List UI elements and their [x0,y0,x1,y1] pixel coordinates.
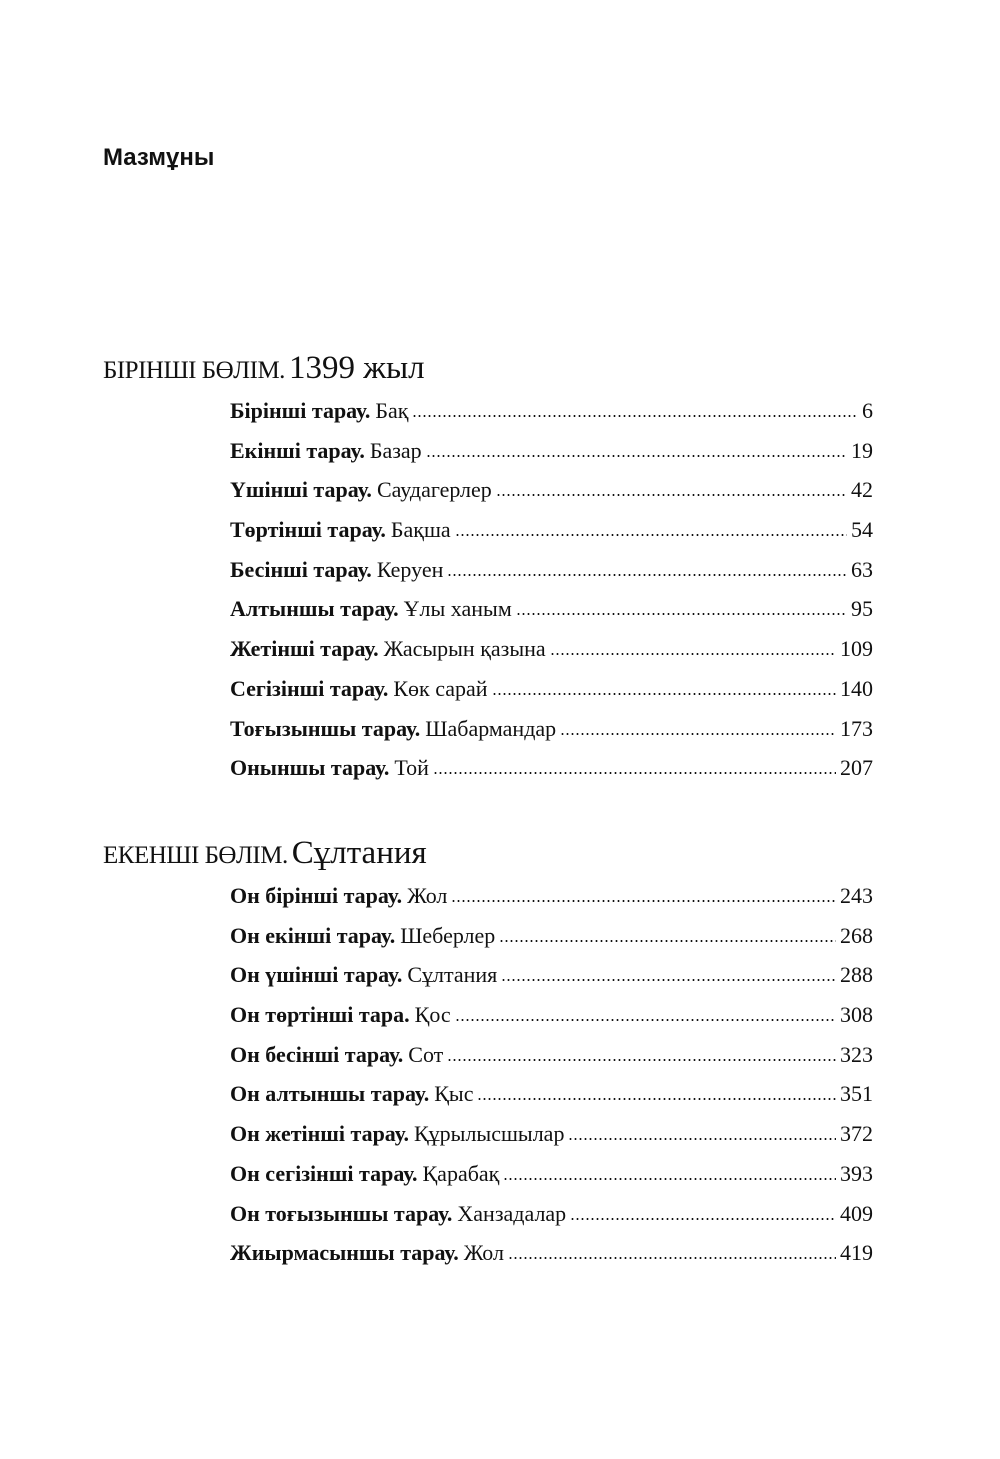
chapter-number: Он сегізінші тарау. [230,1160,418,1186]
toc-entry[interactable] [230,1074,873,1114]
page-number: 54 [851,517,873,543]
chapter-number: Төртінші тарау. [230,517,386,543]
dot-leader [447,1058,836,1062]
chapter-title: Қос [414,1002,451,1028]
page-number: 288 [840,962,873,988]
page-title: Мазмұны [103,144,215,171]
dot-leader [455,1018,836,1022]
chapter-number: Үшінші тарау. [230,477,372,503]
toc-entry[interactable] [230,391,873,431]
chapter-number: Он бесінші тарау. [230,1041,404,1067]
chapter-title: Сот [408,1041,444,1067]
page-number: 419 [840,1240,873,1266]
dot-leader [508,1256,836,1260]
toc-entry[interactable] [230,1233,873,1273]
toc-entry[interactable] [230,550,873,590]
chapter-title: Бақ [375,398,409,423]
dot-leader [560,732,836,736]
section-heading [103,345,883,391]
chapter-number: Алтыншы тарау. [230,596,399,622]
chapter-title: Ұлы ханым [403,596,512,622]
chapter-number: Бесінші тарау. [230,556,372,582]
page-number: 95 [851,596,873,622]
toc-entry[interactable] [230,510,873,550]
chapter-title: Керуен [376,556,444,582]
page-number: 63 [851,556,873,582]
dot-leader [492,692,836,696]
page-number: 207 [840,755,873,781]
chapter-title: Жол [407,883,448,908]
dot-leader [516,612,847,616]
toc-entry[interactable] [230,876,873,916]
chapter-title: Қарабақ [422,1160,500,1186]
dot-leader [412,414,858,418]
page-number: 42 [851,477,873,503]
dot-leader [477,1097,836,1101]
toc-entry[interactable] [230,629,873,669]
chapter-number: Он үшінші тарау. [230,962,403,988]
dot-leader [503,1177,836,1181]
page-number: 393 [840,1160,873,1186]
dot-leader [447,573,847,577]
section-name: 1399 жыл [288,350,425,386]
dot-leader [496,493,847,497]
chapter-number: Он төртінші тара. [230,1002,410,1028]
chapter-title: Сұлтания [407,962,498,988]
page-number: 19 [851,437,873,463]
page-number: 268 [840,922,873,948]
page-number: 109 [840,636,873,662]
chapter-title: Базар [369,437,422,463]
chapter-title: Бақша [390,517,451,543]
chapter-number: Он екінші тарау. [230,922,396,948]
toc-entry[interactable] [230,589,873,629]
chapter-title: Құрылысшылар [414,1121,565,1147]
toc-entry[interactable] [230,916,873,956]
dot-leader [455,533,847,537]
chapter-number: Он жетінші тарау. [230,1121,409,1147]
dot-leader [451,899,836,903]
chapter-number: Тоғызыншы тарау. [230,715,421,741]
chapter-title: Саудагерлер [376,477,492,503]
section-heading [103,830,883,876]
dot-leader [550,652,836,656]
page-number: 173 [840,715,873,741]
section-name: Сұлтания [291,835,427,871]
chapter-number: Он тоғызыншы тарау. [230,1200,453,1226]
chapter-title: Жол [463,1240,504,1266]
page-number: 140 [840,675,873,701]
toc-entry[interactable] [230,1154,873,1194]
toc-entry[interactable] [230,431,873,471]
section-label: БІРІНШІ БӨЛІМ. [103,357,285,384]
toc-entry[interactable] [230,1035,873,1075]
toc-entry[interactable] [230,1114,873,1154]
chapter-title: Ханзадалар [457,1200,567,1226]
chapter-number: Сегізінші тарау. [230,675,389,701]
dot-leader [501,978,836,982]
chapter-title: Шеберлер [400,922,496,948]
dot-leader [433,771,836,775]
page-number: 409 [840,1200,873,1226]
page-number: 372 [840,1121,873,1147]
toc-entry[interactable] [230,669,873,709]
chapter-title: Шабармандар [425,715,557,741]
page-number: 323 [840,1041,873,1067]
page-number: 6 [862,398,873,423]
toc-entry[interactable] [230,709,873,749]
chapter-title: Той [394,755,429,781]
chapter-number: Оныншы тарау. [230,755,390,781]
page-number: 243 [840,883,873,908]
chapter-number: Он бірінші тарау. [230,883,403,908]
page-number: 308 [840,1002,873,1028]
chapter-number: Он алтыншы тарау. [230,1081,430,1107]
chapter-title: Қыс [434,1081,474,1107]
chapter-number: Бірінші тарау. [230,398,371,423]
section-part-one [103,345,883,788]
page-number: 351 [840,1081,873,1107]
dot-leader [568,1137,836,1141]
chapter-number: Жетінші тарау. [230,636,379,662]
chapter-number: Екінші тарау. [230,437,365,463]
toc-entry[interactable] [230,1194,873,1234]
toc-entry[interactable] [230,748,873,788]
toc-entry[interactable] [230,955,873,995]
dot-leader [426,454,847,458]
chapter-title: Жасырын қазына [383,636,546,662]
dot-leader [570,1217,836,1221]
section-label: ЕКЕНШІ БӨЛІМ. [103,842,288,869]
chapter-number: Жиырмасыншы тарау. [230,1240,459,1266]
chapter-title: Көк сарай [393,675,488,701]
toc-entry[interactable] [230,470,873,510]
dot-leader [499,939,836,943]
toc-entry[interactable] [230,995,873,1035]
section-part-two [103,830,883,1273]
